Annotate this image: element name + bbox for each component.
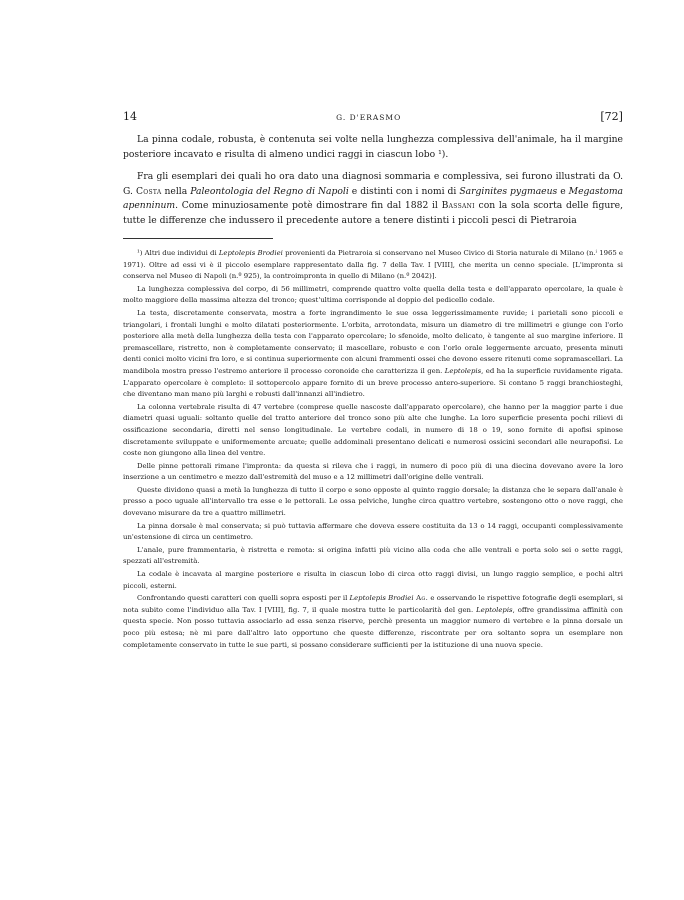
footnotes: [123, 248, 623, 651]
footnote-1: ¹) Altri due individui di Leptolepis Brodiei provenienti da Pietraroia si conservano nel Museo Civico di Storia naturale di Milano (n.ⁱ 1965 e 1971). Oltre ad essi vi è il piccolo esemplare rappresentato dalla fig. 7 della Tav. I [VIII], che merita un cenno speciale. [L'impronta si conserva nel Museo di Napoli (n.º 925), la controimpronta in quello di Milano (n.º 2042)].: [123, 249, 624, 281]
species-name: Megastoma apenninum: [123, 185, 624, 211]
author-costa: Costa: [135, 185, 162, 197]
footnote-paragraph: Confrontando questi caratteri con quelli sopra esposti per il Leptolepis Brodiei Ag. e osservando le rispettive fotografie degli esemplari, si nota subito come l'individuo alla Tav. I [VIII], fig. 7, il quale mostra tutte le particolarità del gen. Leptolepis, offre grandissima affinità con questa specie. Non posso tuttavia associarlo ad essa senza riserve, perchè presenta un maggior numero di vertebre e la pinna dorsale un poco più estesa; nè mi pare dall'altro lato opportuno che queste differenze, riscontrate per ora soltanto sopra un esemplare non completamente conservato in tutte le sue parti, si possano considerare sufficienti per la istituzione di una nuova specie.: [123, 594, 623, 649]
footnote-divider: [123, 238, 273, 239]
main-text: [123, 133, 623, 228]
footnote-paragraph: Delle pinne pettorali rimane l'impronta: da questa si rileva che i raggi, in numero di poco più di una diecina dovevano avere la loro inserzione a un centimetro e mezzo dall'estremità del muso e a 12 millimetri dall'origine delle ventrali.: [123, 461, 623, 482]
species-name: Leptolepis Brodiei: [218, 249, 283, 257]
footnote-paragraph: La testa, discretamente conservata, mostra a forte ingrandimento le sue ossa leggerissimamente ruvide; i parietali sono piccoli e triangolari, i frontali lunghi e molto dilatati posteriormente. L'orbita, arrotondata, misura un diametro di tre millimetri e giunge con l'orlo posteriore alla metà della lunghezza della testa con l'apparato opercolare; lo sfenoide, molto delicato, è tangente al suo margine inferiore. Il premascellare, ristretto, non è completamente conservato; il mascellare, robusto e con l'orlo orale leggermente arcuato, presenta minuti denti conici molto vicini fra loro, e si continua superiormente con alcuni frammenti ossei che devono essere ritenuti come sopramascellari. La mandibola mostra presso l'estremo anteriore il processo coronoide che caratterizza il gen. Leptolepis, ed ha la superficie ruvidamente rigata. L'apparato opercolare è completo: il sottopercolo appare fornito di un breve processo antero-superiore. Si contano 5 raggi branchiosteghi, che diventano man mano più larghi e robusti dall'innanzi all'indietro.: [123, 308, 623, 399]
plate-reference: [72]: [600, 110, 623, 123]
genus-name: Leptolepis: [444, 366, 482, 375]
footnote-paragraph: La pinna dorsale è mal conservata; si può tuttavia affermare che doveva essere costituita da 13 o 14 raggi, occupanti complessivamente un'estensione di circa un centimetro.: [123, 521, 623, 542]
footnote-paragraph: Queste dividono quasi a metà la lunghezza di tutto il corpo e sono opposte al quinto raggio dorsale; la distanza che le separa dall'anale è presso a poco uguale all'intervallo tra esse e le pettorali. Le ossa pelviche, lunghe circa quattro vertebre, sostengono otto o nove raggi, che dovevano misurare da tre a quattro millimetri.: [123, 485, 623, 518]
paragraph-caudal-fin: La pinna codale, robusta, è contenuta sei volte nella lunghezza complessiva dell'animale, ha il margine posteriore incavato e risulta di almeno undici raggi in ciascun lobo ¹).: [123, 134, 623, 160]
species-name: Leptolepis Brodiei: [349, 594, 414, 603]
footnote-paragraph: La codale è incavata al margine posteriore e risulta in ciascun lobo di circa otto raggi divisi, un lungo raggio semplice, e pochi altri piccoli, esterni.: [123, 570, 623, 590]
genus-name: Leptolepis: [476, 605, 513, 614]
running-title: G. D'ERASMO: [336, 113, 402, 122]
footnote-paragraph: L'anale, pure frammentaria, è ristretta e remota: si origina infatti più vicino alla coda che alle ventrali e porta solo sei o sette raggi, spezzati all'estremità.: [123, 545, 623, 566]
page: [123, 110, 623, 651]
species-name: Sarginites pygmaeus: [459, 185, 558, 197]
running-header: [123, 110, 623, 123]
work-title: Paleontologia del Regno di Napoli: [190, 185, 349, 197]
paragraph-specimens: Fra gli esemplari dei quali ho ora dato una diagnosi sommaria e complessiva, sei furono illustrati da O. G. Costa nella Paleontologia del Regno di Napoli e distinti con i nomi di Sarginites pygmaeus e Megastoma apenninum. Come minuziosamente potè dimostrare fin dal 1882 il Bassani con la sola scorta delle figure, tutte le differenze che indussero il precedente autore a tenere distinti i piccoli pesci di Pietraroia: [123, 171, 624, 226]
author-bassani: Bassani: [441, 200, 475, 211]
page-number: 14: [123, 110, 137, 123]
footnote-paragraph: La lunghezza complessiva del corpo, di 56 millimetri, comprende quattro volte quella della testa e dell'apparato opercolare, la quale è molto maggiore della massima altezza del tronco; quest'ultima corrisponde al doppio del pedicello codale.: [123, 284, 623, 305]
footnote-paragraph: La colonna vertebrale risulta di 47 vertebre (comprese quelle nascoste dall'apparato opercolare), che hanno per la maggior parte i due diametri quasi uguali: soltanto quelle del tratto anteriore del tronco sono più alte che lunghe. La loro superficie presenta pochi rilievi di ossificazione secondaria, diretti nel senso longitudinale. Le vertebre codali, in numero di 18 o 19, sono fornite di apofisi spinose discretamente sviluppate e uniformemente arcuate; quelle addominali presentano delicati e numerosi ossicini secondari alle neurapofisi. Le coste non giungono alla linea del ventre.: [123, 402, 623, 458]
